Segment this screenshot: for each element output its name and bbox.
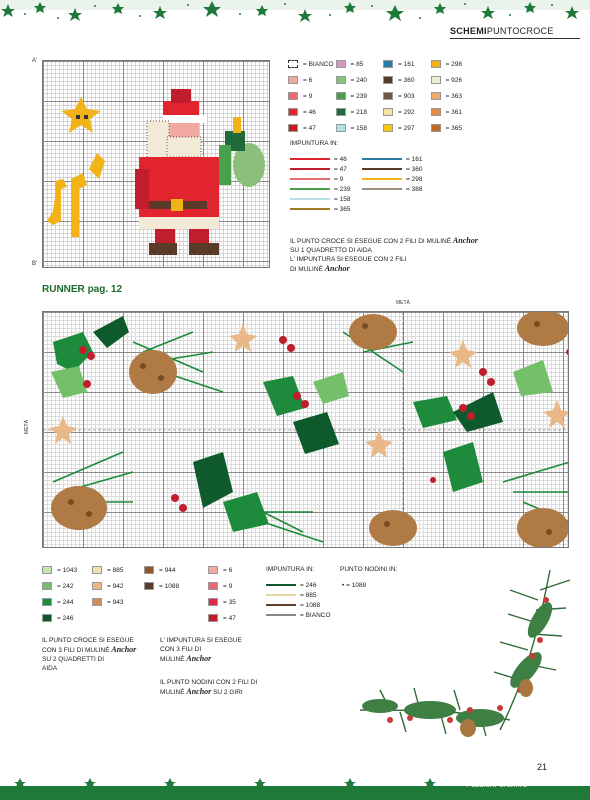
- legend-row: [288, 88, 478, 104]
- legend-item: = 926: [431, 76, 479, 84]
- legend-swatch: [144, 566, 154, 574]
- anchor-logo: Anchor: [186, 687, 212, 696]
- legend-item: = 365: [431, 124, 479, 132]
- legend-item: = 6: [208, 562, 268, 578]
- header-rule: [450, 38, 580, 39]
- santa-chart-pattern: [43, 61, 270, 268]
- thread-line: [290, 168, 330, 170]
- nodini-item: • = 1088: [342, 582, 367, 589]
- impuntura-item: = 9: [290, 174, 350, 184]
- anchor-logo: Anchor: [186, 654, 212, 663]
- legend-swatch: [92, 598, 102, 606]
- runner-chart-pattern: [43, 312, 569, 548]
- impuntura-item: = 47: [290, 164, 350, 174]
- legend-item: = 9: [208, 578, 268, 594]
- thread-line: [290, 178, 330, 180]
- legend-item: = 944: [144, 562, 204, 578]
- impuntura-item: = 388: [362, 184, 422, 194]
- legend-swatch: [42, 614, 52, 622]
- instructions-top: IL PUNTO CROCE SI ESEGUE CON 2 FILI DI MULINÉ Anchor SU 1 QUADRETTO DI AIDA L' IMPUNTURA SI ESEGUE CON 2 FILI DI MULINÉ Anchor: [290, 236, 478, 273]
- legend-item: = 35: [208, 594, 268, 610]
- legend-swatch: [288, 108, 298, 116]
- legend-item: = 360: [383, 76, 431, 84]
- thread-line: [266, 594, 296, 596]
- instructions-croce: IL PUNTO CROCE SI ESEGUE CON 3 FILI DI MULINÉ Anchor SU 2 QUADRETTI DI AIDA: [42, 637, 137, 672]
- legend-swatch: [92, 582, 102, 590]
- impuntura-list-top-right: [362, 154, 422, 194]
- legend-swatch: [208, 566, 218, 574]
- thread-line: [362, 188, 402, 190]
- page-number: 21: [537, 762, 548, 772]
- legend-item: = 1043: [42, 562, 102, 578]
- legend-swatch: [144, 582, 154, 590]
- page-header: [450, 26, 580, 36]
- legend-item: = 244: [42, 594, 102, 610]
- legend-swatch: [431, 76, 441, 84]
- legend-swatch-bianco: [288, 60, 298, 68]
- legend-swatch: [383, 76, 393, 84]
- legend-item: = 158: [336, 124, 384, 132]
- impuntura-item: = 365: [290, 204, 350, 214]
- legend-row: [288, 72, 478, 88]
- thread-line: [290, 198, 330, 200]
- legend-item: = 943: [92, 594, 152, 610]
- impuntura-item: = 161: [362, 154, 422, 164]
- impuntura-item: = 885: [266, 590, 331, 600]
- legend-swatch: [288, 124, 298, 132]
- legend-swatch: [208, 614, 218, 622]
- legend-bottom-col3: [144, 562, 204, 594]
- runner-title: RUNNER pag. 12: [42, 284, 123, 295]
- legend-item: = 885: [92, 562, 152, 578]
- impuntura-label-top: IMPUNTURA IN:: [290, 140, 339, 147]
- instructions-nodini: IL PUNTO NODINI CON 2 FILI DI MULINÉ Anchor SU 2 GIRI: [160, 679, 258, 696]
- legend-item: = 6: [288, 76, 336, 84]
- legend-swatch: [383, 60, 393, 68]
- legend-item: = 47: [208, 610, 268, 626]
- legend-swatch: [288, 92, 298, 100]
- legend-bottom-col2: [92, 562, 152, 610]
- thread-line: [266, 584, 296, 586]
- legend-item: = 903: [383, 92, 431, 100]
- legend-swatch: [431, 92, 441, 100]
- legend-row: [288, 56, 478, 72]
- impuntura-item: = 158: [290, 194, 350, 204]
- impuntura-label-bottom: IMPUNTURA IN:: [266, 566, 315, 573]
- legend-item: = 47: [288, 124, 336, 132]
- thread-line: [290, 188, 330, 190]
- legend-swatch: [336, 60, 346, 68]
- legend-swatch: [42, 598, 52, 606]
- legend-swatch: [208, 598, 218, 606]
- legend-item: = 361: [431, 108, 479, 116]
- thread-line: [362, 178, 402, 180]
- legend-swatch: [431, 60, 441, 68]
- legend-swatch: [431, 124, 441, 132]
- santa-cross-stitch-chart: [42, 60, 270, 268]
- legend-swatch: [336, 124, 346, 132]
- impuntura-item: = 239: [290, 184, 350, 194]
- legend-swatch: [92, 566, 102, 574]
- thread-line: [266, 604, 296, 606]
- chart-mark-a: A': [32, 58, 38, 64]
- legend-item: = 942: [92, 578, 152, 594]
- anchor-logo: Anchor: [324, 264, 350, 273]
- color-legend-top: [288, 56, 478, 136]
- legend-swatch: [336, 76, 346, 84]
- legend-swatch: [383, 124, 393, 132]
- header-puntocroce: PUNTOCROCE: [486, 26, 554, 36]
- impuntura-item: = 1088: [266, 600, 331, 610]
- header-schemi: SCHEMI: [450, 26, 487, 36]
- legend-item: = 161: [383, 60, 431, 68]
- legend-item: = BIANCO: [288, 60, 336, 68]
- meta-mark-left: METÀ: [23, 420, 30, 434]
- legend-swatch: [336, 108, 346, 116]
- legend-item: = 292: [383, 108, 431, 116]
- impuntura-item: = 298: [362, 174, 422, 184]
- legend-swatch: [383, 108, 393, 116]
- legend-swatch: [288, 76, 298, 84]
- legend-row: [288, 120, 478, 136]
- chart-mark-b: B': [32, 261, 38, 267]
- pine-corner-illustration: [350, 560, 580, 750]
- impuntura-item: = 246: [266, 580, 331, 590]
- legend-item: = 363: [431, 92, 479, 100]
- impuntura-list-bottom: [266, 580, 331, 620]
- legend-item: = 240: [336, 76, 384, 84]
- thread-line: [290, 158, 330, 160]
- impuntura-item: = 46: [290, 154, 350, 164]
- anchor-logo: Anchor: [452, 236, 478, 245]
- legend-swatch: [431, 108, 441, 116]
- thread-line: [362, 168, 402, 170]
- thread-line: [266, 614, 296, 616]
- nodini-label: PUNTO NODINI IN:: [340, 566, 398, 573]
- legend-item: = 242: [42, 578, 102, 594]
- legend-swatch: [383, 92, 393, 100]
- instructions-impuntura: L' IMPUNTURA SI ESEGUE CON 3 FILI DI MULINÉ Anchor: [160, 637, 242, 663]
- legend-swatch: [336, 92, 346, 100]
- legend-swatch: [42, 582, 52, 590]
- legend-item: = 85: [336, 60, 384, 68]
- legend-swatch: [42, 566, 52, 574]
- watermark: PassionForum.ru: [466, 780, 527, 789]
- legend-swatch: [208, 582, 218, 590]
- thread-line: [362, 158, 402, 160]
- legend-bottom-col4: [208, 562, 268, 626]
- legend-item: = 46: [288, 108, 336, 116]
- impuntura-item: = BIANCO: [266, 610, 331, 620]
- runner-cross-stitch-chart: [42, 311, 569, 548]
- meta-mark-top: METÀ: [396, 300, 410, 306]
- legend-item: = 218: [336, 108, 384, 116]
- legend-row: [288, 104, 478, 120]
- legend-item: = 298: [431, 60, 479, 68]
- decorative-star-border-top: [0, 0, 590, 28]
- impuntura-list-top-left: [290, 154, 350, 214]
- thread-line: [290, 208, 330, 210]
- legend-item: = 297: [383, 124, 431, 132]
- knot-dot-icon: •: [342, 582, 345, 589]
- legend-item: = 239: [336, 92, 384, 100]
- legend-item: = 9: [288, 92, 336, 100]
- impuntura-item: = 360: [362, 164, 422, 174]
- anchor-logo: Anchor: [111, 645, 137, 654]
- legend-item: = 1088: [144, 578, 204, 594]
- legend-item: = 246: [42, 610, 102, 626]
